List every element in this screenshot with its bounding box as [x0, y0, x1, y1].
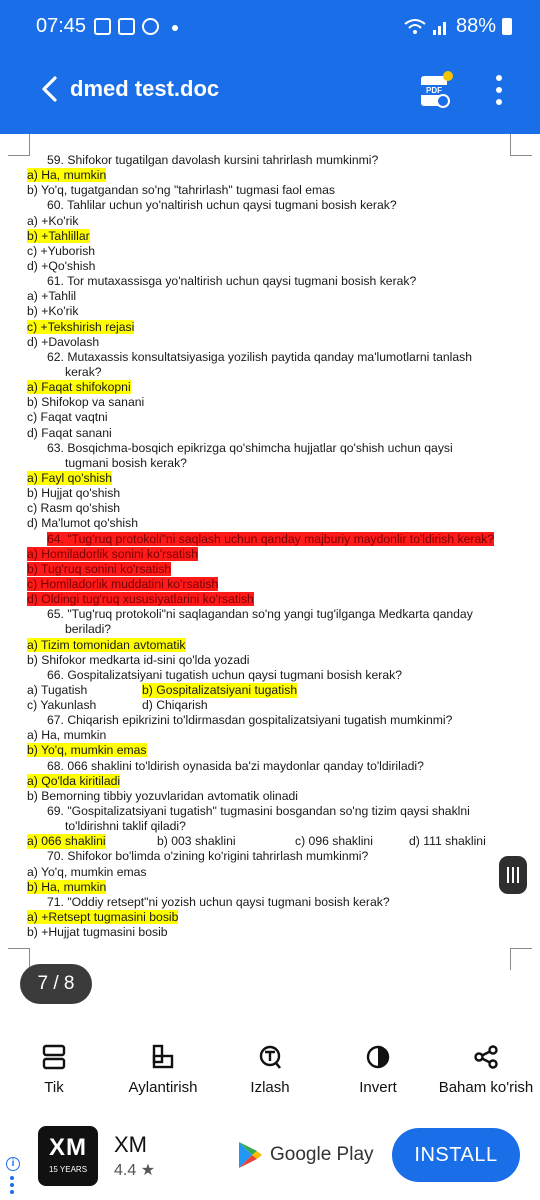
ad-info-icon[interactable]: i [6, 1157, 20, 1171]
battery-icon [502, 18, 512, 35]
document-line [27, 774, 527, 789]
signal-icon [432, 18, 450, 36]
answer-option: b) Yo'q, tugatgandan so'ng "tahrirlash" tugmasi faol emas [27, 183, 336, 198]
document-line [27, 607, 527, 622]
page-indicator: 7 / 8 [20, 964, 92, 1004]
question-text: kerak? [65, 364, 102, 379]
document-line [27, 289, 527, 304]
document-line [27, 849, 527, 864]
pdf-convert-icon[interactable] [417, 70, 455, 108]
answer-option: d) Chiqarish [142, 698, 208, 713]
answer-option: b) Yo'q, mumkin emas [27, 743, 147, 758]
answer-option: a) Ha, mumkin [27, 168, 107, 183]
search-text-icon [257, 1044, 283, 1070]
document-line [27, 592, 527, 607]
document-line [27, 532, 527, 547]
document-line [27, 320, 527, 335]
document-line [27, 743, 527, 758]
document-line [27, 653, 527, 668]
document-line [27, 562, 527, 577]
document-line [27, 365, 527, 380]
document-line [27, 274, 527, 289]
tool-tik[interactable] [28, 1044, 80, 1110]
status-bar [0, 0, 540, 56]
tool-label: Izlash [250, 1079, 290, 1096]
ad-banner[interactable] [0, 1110, 540, 1200]
answer-option: a) Faqat shifokopni [27, 380, 131, 395]
document-line [27, 804, 527, 819]
answer-option: b) +Tahlillar [27, 228, 90, 243]
answer-option: a) Tizim tomonidan avtomatik [27, 637, 186, 652]
document-line [27, 471, 527, 486]
answer-option: a) +Tahlil [27, 289, 77, 304]
tool-label: Tik [44, 1079, 64, 1096]
answer-option: a) +Ko'rik [27, 213, 79, 228]
google-play-icon [236, 1140, 264, 1170]
document-line [27, 880, 527, 895]
document-line [27, 410, 527, 425]
question-text: 64. "Tug'ruq protokoli"ni saqlash uchun qanday majburiy maydonlir to'ldirish kerak? [47, 531, 495, 546]
answer-option: b) Ha, mumkin [27, 879, 107, 894]
document-page [0, 134, 540, 1082]
question-text: to'ldirishni taklif qiladi? [65, 819, 186, 834]
svg-text:PDF: PDF [426, 86, 442, 95]
answer-option: c) Homiladorlik muddatini ko'rsatish [27, 576, 219, 591]
answer-option: d) Ma'lumot qo'shish [27, 516, 139, 531]
crop-mark [8, 948, 30, 970]
ad-logo-text: XM [49, 1134, 87, 1161]
answer-option: c) Yakunlash [27, 698, 97, 713]
ad-store-name: Google Play [270, 1144, 374, 1165]
document-line [27, 426, 527, 441]
document-viewer[interactable] [0, 134, 540, 1026]
app-header [0, 0, 540, 134]
document-line [27, 759, 527, 774]
document-line [27, 350, 527, 365]
page-layout-icon [41, 1044, 67, 1070]
document-line [27, 895, 527, 910]
battery-percent: 88% [455, 15, 496, 37]
document-line [27, 486, 527, 501]
document-line [27, 622, 527, 637]
answer-option: b) +Hujjat tugmasini bosib [27, 925, 168, 940]
question-text: beriladi? [65, 622, 112, 637]
answer-option: a) Ha, mumkin [27, 728, 107, 743]
document-line [27, 834, 527, 849]
document-line [27, 183, 527, 198]
gallery-icon [94, 18, 111, 35]
answer-option: b) Hujjat qo'shish [27, 486, 121, 501]
answer-option: c) Faqat vaqtni [27, 410, 108, 425]
question-text: 70. Shifokor bo'limda o'zining ko'rigini tahrirlash mumkinmi? [47, 849, 369, 864]
question-text: 60. Tahlilar uchun yo'naltirish uchun qaysi tugmani bosish kerak? [47, 198, 397, 213]
invert-icon [365, 1044, 391, 1070]
document-line [27, 728, 527, 743]
answer-option: b) 003 shaklini [157, 834, 236, 849]
toolbar-top [0, 60, 540, 120]
notification-dot-icon [172, 25, 178, 31]
add-circle-icon [142, 18, 159, 35]
document-line [27, 713, 527, 728]
document-line [27, 501, 527, 516]
document-line [27, 516, 527, 531]
answer-option: a) 066 shaklini [27, 834, 106, 849]
answer-option: c) +Tekshirish rejasi [27, 319, 135, 334]
document-line [27, 456, 527, 471]
install-button[interactable]: INSTALL [392, 1128, 520, 1182]
document-line [27, 198, 527, 213]
document-line [27, 168, 527, 183]
tool-izlash[interactable] [244, 1044, 296, 1110]
wifi-icon [404, 18, 426, 36]
document-line [27, 925, 527, 940]
document-line [27, 865, 527, 880]
question-text: 66. Gospitalizatsiyani tugatish uchun qaysi tugmani bosish kerak? [47, 667, 402, 682]
question-text: 69. "Gospitalizatsiyani tugatish" tugmasini bosgandan so'ng tizim qaysi shaklni [47, 804, 470, 819]
document-line [27, 335, 527, 350]
share-icon [473, 1044, 499, 1070]
document-line [27, 304, 527, 319]
document-line [27, 789, 527, 804]
question-text: 61. Tor mutaxassisga yo'naltirish uchun qaysi tugmani bosish kerak? [47, 274, 417, 289]
answer-option: c) Rasm qo'shish [27, 501, 121, 516]
question-text: 65. "Tug'ruq protokoli"ni saqlagandan so'ng yangi tug'ilganga Medkarta qanday [47, 607, 473, 622]
question-text: tugmani bosish kerak? [65, 455, 187, 470]
rotate-icon [150, 1044, 176, 1070]
tool-label: Invert [359, 1079, 397, 1096]
document-line [27, 259, 527, 274]
question-text: 63. Bosqichma-bosqich epikrizga qo'shimcha hujjatlar qo'shish uchun qaysi [47, 440, 453, 455]
answer-option: a) +Retsept tugmasini bosib [27, 910, 179, 925]
back-arrow-icon[interactable] [36, 74, 66, 104]
document-line [27, 577, 527, 592]
answer-option: c) +Yuborish [27, 243, 96, 258]
question-text: 62. Mutaxassis konsultatsiyasiga yozilish paytida qanday ma'lumotlarni tanlash [47, 349, 473, 364]
answer-option: d) +Qo'shish [27, 258, 96, 273]
answer-option: d) Oldingi tug'ruq xususiyatlarini ko'rsatish [27, 592, 254, 607]
ad-options-icon[interactable] [10, 1176, 14, 1196]
document-title: dmed test.doc [70, 76, 220, 101]
answer-option: b) Gospitalizatsiyani tugatish [142, 682, 298, 697]
document-line [27, 395, 527, 410]
answer-option: d) +Davolash [27, 334, 100, 349]
ad-app-name[interactable]: XM [114, 1132, 147, 1157]
tool-invert[interactable] [352, 1044, 404, 1110]
answer-option: b) Tug'ruq sonini ko'rsatish [27, 561, 172, 576]
answer-option: c) 096 shaklini [295, 834, 373, 849]
answer-option: a) Homiladorlik sonini ko'rsatish [27, 546, 198, 561]
document-line [27, 380, 527, 395]
document-line [27, 229, 527, 244]
document-line [27, 153, 527, 168]
document-line [27, 244, 527, 259]
document-text [27, 153, 527, 940]
qr-icon [118, 18, 135, 35]
status-time: 07:45 [36, 15, 87, 37]
more-options-icon[interactable] [488, 72, 510, 108]
document-line [27, 441, 527, 456]
question-text: 67. Chiqarish epikrizini to'ldirmasdan gospitalizatsiyani tugatish mumkinmi? [47, 713, 453, 728]
answer-option: a) Yo'q, mumkin emas [27, 864, 147, 879]
status-right [404, 15, 512, 38]
tool-label: Baham ko'rish [438, 1079, 534, 1096]
answer-option: a) Qo'lda kiritiladi [27, 773, 121, 788]
document-line [27, 214, 527, 229]
ad-app-logo[interactable] [38, 1126, 98, 1186]
answer-option: b) Shifokor medkarta id-sini qo'lda yozadi [27, 652, 250, 667]
ad-logo-subtext: 15 YEARS [48, 1165, 88, 1174]
answer-option: b) Shifokop va sanani [27, 395, 145, 410]
bottom-toolbar [0, 1026, 540, 1110]
question-text: 71. "Oddiy retsept"ni yozish uchun qaysi tugmani bosish kerak? [47, 894, 390, 909]
document-line [27, 547, 527, 562]
document-line [27, 698, 527, 713]
document-line [27, 668, 527, 683]
tool-aylantirish[interactable] [118, 1044, 208, 1110]
document-line [27, 819, 527, 834]
tool-baham[interactable] [434, 1044, 538, 1110]
answer-option: b) +Ko'rik [27, 304, 79, 319]
ad-rating: 4.4 ★ [114, 1162, 156, 1179]
answer-option: b) Bemorning tibbiy yozuvlaridan avtomatik olinadi [27, 788, 298, 803]
question-text: 68. 066 shaklini to'ldirish oynasida ba'zi maydonlar qanday to'ldiriladi? [47, 758, 424, 773]
document-line [27, 683, 527, 698]
answer-option: a) Tugatish [27, 682, 88, 697]
scrollbar-handle[interactable] [499, 856, 527, 894]
question-text: 59. Shifokor tugatilgan davolash kursini tahrirlash mumkinmi? [47, 153, 379, 167]
answer-option: d) Faqat sanani [27, 425, 112, 440]
tool-label: Aylantirish [128, 1079, 198, 1096]
document-line [27, 910, 527, 925]
document-line [27, 638, 527, 653]
answer-option: d) 111 shaklini [409, 834, 486, 849]
answer-option: a) Fayl qo'shish [27, 470, 112, 485]
crop-mark [510, 948, 532, 970]
